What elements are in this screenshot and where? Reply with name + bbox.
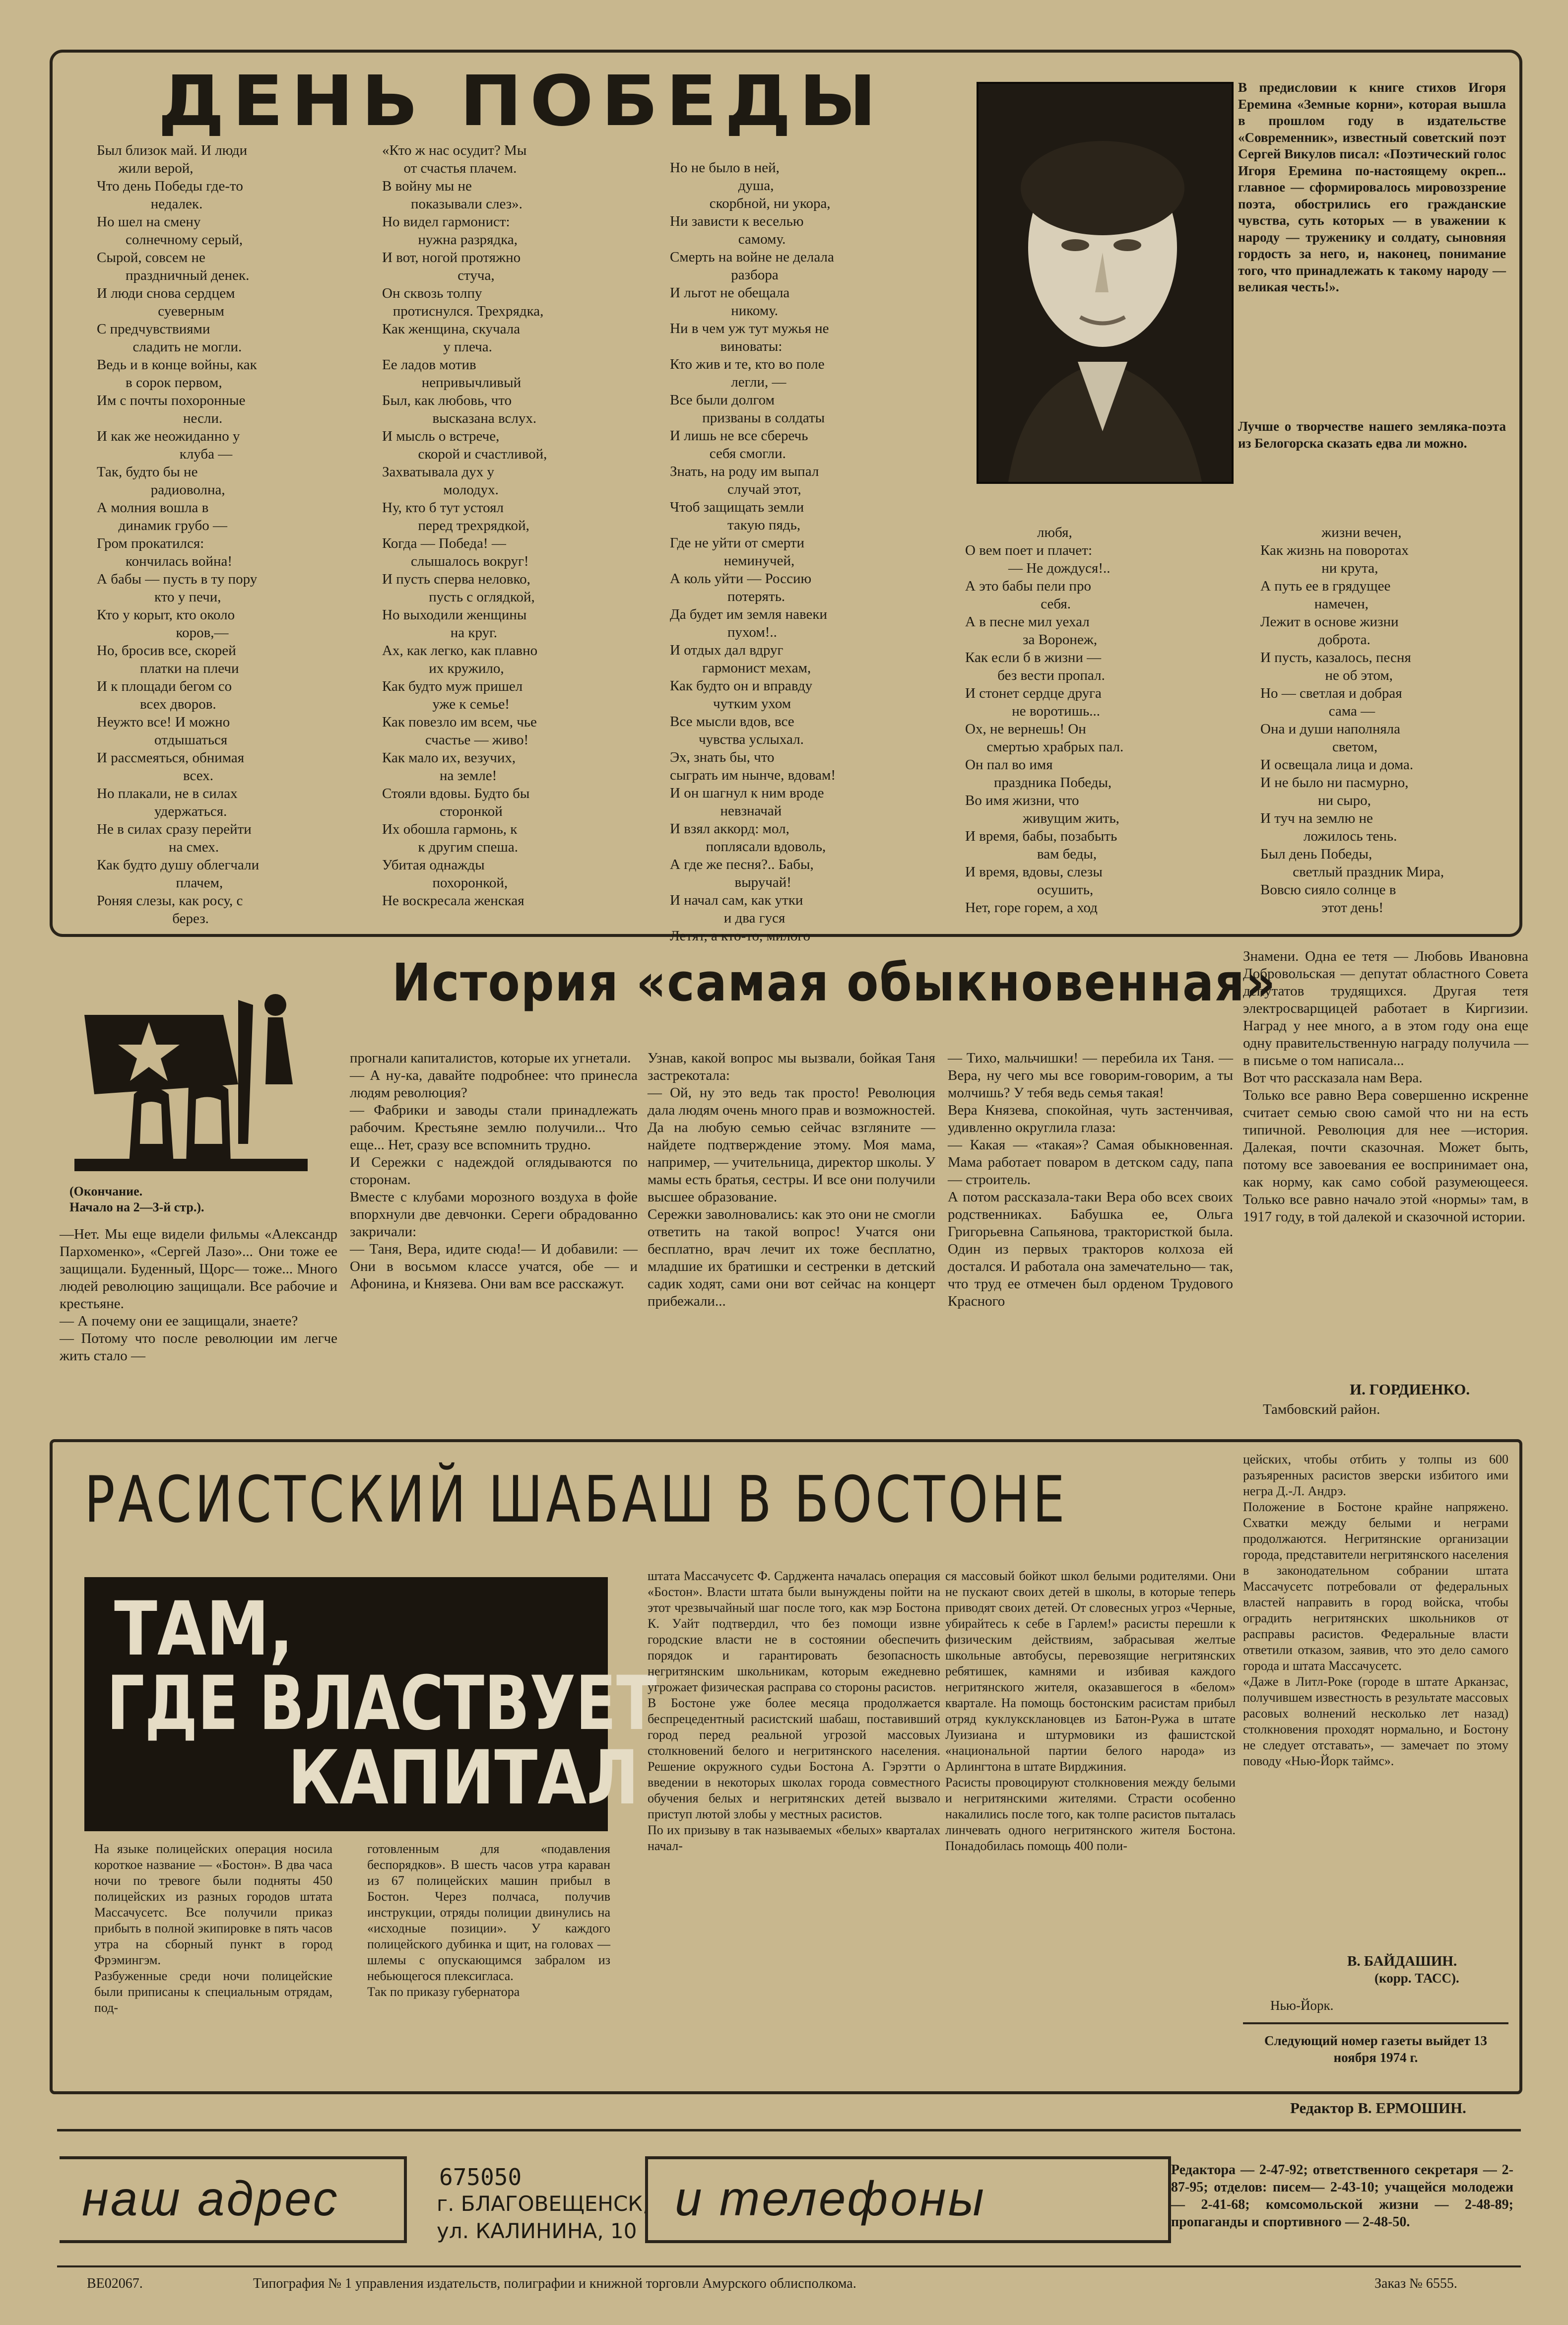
address-city: г. БЛАГОВЕЩЕНСК, (437, 2192, 650, 2216)
poem-title: ДЕНЬ ПОБЕДЫ (158, 61, 884, 142)
poem-intro: В предисловии к книге стихов Игоря Еремина «Земные корни», которая вышла в прошлом году в издательстве «Современник», известный советский поэт Сергей Викулов писал: «Поэтический голос Игоря Еремина по-настоящему окреп... главное — сформировалось мировоззрение поэта, обострились его гражданские чувства, суть которых — в уважении к народу — труженику и солдату, сыновняя гордость за него, и, наконец, понимание того, что принадлежать к такому народу — великая честь!». (1238, 80, 1506, 294)
story-continuation-note: (Окончание. Начало на 2—3-й стр.). (69, 1184, 204, 1214)
address-top-rule (57, 2129, 1521, 2131)
story-column-1: —Нет. Мы еще видели фильмы «Александр Пархоменко», «Сергей Лазо»... Они тоже ее защищали. Буденный, Щорс— тоже... Много людей революцию защищали. Все рабочие и крестьяне. — А почему они ее защищали, знаете? — Потому что после революции им легче жить стало — (60, 1226, 337, 1364)
footer-printer: Типография № 1 управления издательств, полиграфии и книжной торговли Амурского облисполкома. (253, 2276, 856, 2291)
story-title: История «самая обыкновенная» (392, 952, 1277, 1013)
story-column-4: — Тихо, мальчишки! — перебила их Таня. — Вера, ну чего мы все говорим-говорим, а ты молчишь? У тебя ведь семья такая! Вера Князева, спокойная, чуть застенчивая, удивленно округлила глаза: — Какая — «такая»? Самая обыкновенная. Мама работает поваром в детском саду, папа— строитель. А потом рассказала-таки Вера обо всех своих родственниках. Бабушка ее, Ольга Григорьевна Сапьянова, трактористкой была. Один из первых тракторов колхоза ей достался. И работала она замечательно— так, что труд ее отмечен был орденом Трудового Красного (948, 1050, 1233, 1309)
poet-portrait (977, 82, 1234, 484)
boston-column-5: цейских, чтобы отбить у толпы из 600 разъяренных расистов зверски избитого ими негра Д.-Л. Андрэ. Положение в Бостоне крайне напряжено. Схватки между белыми и неграми продолжаются. Негритянские организации города, представители негритянского населения в законодательном собрании штата Массачусетс потребовали от федеральных властей направить в город войска, чтобы оградить негритянских школьников от расправы расистов. Федеральные власти ответили отказом, заявив, что это дело самого города и штата Массачусетс. «Даже в Литл-Роке (городе в штате Арканзас, получившем известность в результате массовых расовых волнений несколько лет назад) столкновения проходят нормально, и Бостону не следует отставать», — замечает по этому поводу «Нью-Йорк таймс». (1243, 1452, 1508, 1768)
poem-column-3: Но не было в ней, душа, скорбной, ни укора, Ни зависти к веселью самому. Смерть на войне не делала разбора И льгот не обещала никому. Ни в чем уж тут мужья не виноваты: Кто жив и те, кто во поле легли, — Все были долгом призваны в солдаты И лишь не все сберечь себя смогли. Знать, на роду им выпал случай этот, Чтоб защищать земли такую пядь, Где не уйти от смерти неминучей, А коль уйти — Россию потерять. Да будет им земля навеки пухом!.. И отдых дал вдруг гармонист мехам, Как будто он и вправду чутким ухом Все мысли вдов, все чувства услыхал. Эх, знать бы, что сыграть им нынче, вдовам! И он шагнул к ним вроде невзначай И взял аккорд: мол, поплясали вдоволь, А где же песня?.. Бабы, выручай! И начал сам, как утки и два гуся Летят, а кто-то, милого (670, 160, 836, 944)
editor-credit: Редактор В. ЕРМОШИН. (1290, 2099, 1466, 2117)
boston-column-1: На языке полицейских операция носила короткое название — «Бостон». В два часа ночи по тревоге были подняты 450 полицейских из разных городов штата Массачусетс. Все получили приказ прибыть в полной экипировке в пять часов утра на сборный пункт в город Фрэмингэм. Разбуженные среди ночи полицейские были приписаны к специальным отрядам, под- (94, 1842, 332, 2015)
story-illustration (74, 985, 308, 1171)
boston-place: Нью-Йорк. (1270, 1998, 1334, 2013)
poem-column-1: Был близок май. И люди жили верой, Что день Победы где-то недалек. Но шел на смену солнечному серый, Сырой, совсем не праздничный денек. И люди снова сердцем суеверным С предчувствиями сладить не могли. Ведь и в конце войны, как в сорок первом, Им с почты похоронные несли. И как же неожиданно у клуба — Так, будто бы не радиоволна, А молния вошла в динамик грубо — Гром прокатился: кончилась война! А бабы — пусть в ту пору кто у печи, Кто у корыт, кто около коров,— Но, бросив все, скорей платки на плечи И к площади бегом со всех дворов. Неужто все! И можно отдышаться И рассмеяться, обнимая всех. Но плакали, не в силах удержаться. Не в силах сразу перейти на смех. Как будто душу облегчали плачем, Роняя слезы, как росу, с берез. (97, 142, 260, 927)
footer-order: Заказ № 6555. (1374, 2276, 1457, 2291)
boston-column-3: штата Массачусетс Ф. Сарджента началась операция «Бостон». Власти штата были вынуждены пойти на этот чрезвычайный шаг после того, как мэр Бостона К. Уайт подтвердил, что без помощи извне городские власти не в состоянии обеспечить порядок и гарантировать безопасность негритянским школьникам, которым ежедневно угрожает физическая расправа со стороны расистов. В Бостоне уже более месяца продолжается беспрецедентный расистский шабаш, поставивший город перед реальной угрозой массовых столкновений белого и негритянского населения. Решение окружного судьи Бостона А. Гэрэтти о введении в некоторых школах города совместного обучения белых и негритянских детей вызвало приступ лютой злобы у местных расистов. По их призыву в так называемых «белых» кварталах начал- (648, 1569, 940, 1853)
poem-column-5: жизни вечен, Как жизнь на поворотах ни крута, А путь ее в грядущее намечен, Лежит в основе жизни доброта. И пусть, казалось, песня не об этом, Но — светлая и добрая сама — Она и души наполняла светом, И освещала лица и дома. И не было ни пасмурно, ни сыро, И туч на землю не ложилось тень. Был день Победы, светлый праздник Мира, Вовсю сияло солнце в этот день! (1260, 525, 1444, 916)
story-column-5: Знамени. Одна ее тетя — Любовь Ивановна Добровольская — депутат областного Совета депутатов трудящихся. Другая тетя электросварщицей работает в Киргизии. Наград у нее много, а в этом году она еще одну правительственную награду получила — в письме о том написала... Вот что рассказала нам Вера. Только все равно Вера совершенно искренне считает семью свою самой что ни на есть типичной. Революция для нее —история. Далекая, почти сказочная. Может быть, потому все завоевания ее воспринимает она, как норму, как само собой разумеющееся. Только все равно начало этой «нормы» там, в 1917 году, в той далекой и сказочной истории. (1243, 948, 1528, 1225)
story-place: Тамбовский район. (1263, 1401, 1380, 1417)
boston-title: РАСИСТСКИЙ ШАБАШ В БОСТОНЕ (84, 1463, 1068, 1537)
portrait-photo (979, 84, 1232, 482)
poem-intro-closing: Лучше о творчестве нашего земляка-поэта из Белогорска сказать едва ли можно. (1238, 419, 1506, 451)
boston-author-affiliation: (корр. ТАСС). (1374, 1971, 1459, 1986)
boston-author: В. БАЙДАШИН. (1347, 1953, 1457, 1969)
footer-code: ВЕ02067. (87, 2276, 143, 2291)
phones-label: и телефоны (675, 2171, 986, 2226)
postal-code: 675050 (439, 2164, 522, 2191)
banner-line-3: КАПИТАЛ (288, 1735, 639, 1821)
next-issue-divider (1243, 2022, 1508, 2024)
boston-column-2: готовленным для «подавления беспорядков». В шесть часов утра караван из 67 полицейских машин прибыл в Бостон. Через полчаса, получив инструкции, отряды полиции двинулись на «исходные позиции». У каждого полицейского дубинка и щит, на головах — шлемы с опускающимся забралом из небьющегося плексигласа. Так по приказу губернатора (367, 1842, 610, 1999)
next-issue-notice: Следующий номер газеты выйдет 13 ноября 1974 г. (1264, 2033, 1487, 2065)
poem-column-2: «Кто ж нас осудит? Мы от счастья плачем. В войну мы не показывали слез». Но видел гармонист: нужна разрядка, И вот, ногой протяжно стуча, Он сквозь толпу протиснулся. Трехрядка, Как женщина, скучала у плеча. Ее ладов мотив непривычливый Был, как любовь, что высказана вслух. И мысль о встрече, скорой и счастливой, Захватывала дух у молодух. Ну, кто б тут устоял перед трехрядкой, Когда — Победа! — слышалось вокруг! И пусть сперва неловко, пусть с оглядкой, Но выходили женщины на круг. Ах, как легко, как плавно их кружило, Как будто муж пришел уже к семье! Как повезло им всем, чье счастье — живо! Как мало их, везучих, на земле! Стояли вдовы. Будто бы сторонкой Их обошла гармонь, к к другим спеша. Убитая однажды похоронкой, Не воскресала женская (382, 142, 547, 909)
boston-banner (84, 1577, 657, 1831)
address-label: наш адрес (82, 2171, 339, 2226)
address-bottom-rule (57, 2265, 1521, 2267)
banner-line-1: ТАМ, (114, 1586, 293, 1672)
banner-line-2: ГДЕ ВЛАСТВУЕТ (107, 1661, 657, 1747)
boston-column-4: ся массовый бойкот школ белыми родителями. Они не пускают своих детей в школы, в которые теперь приводят своих детей. От словесных угроз «Черные, убирайтесь к себе в Гарлем!» расисты перешли к физическим действиям, забрасывая желтые школьные автобусы, перевозящие негритянских ребятишек, камнями и избивая каждого негритянского жителя, оказавшегося в «белом» квартале. На помощь бостонским расистам прибыл отряд куклуксклановцев из Батон-Ружа в штате Луизиана и штурмовики из фашистской «национальной партии белого народа» из Арлингтона в штате Вирджиния. Расисты провоцируют столкновения между белыми и негритянскими жителями. Страсти особенно накалились после того, как толпе расистов пыталась линчевать одного негритянского жителя Бостона. Понадобилась помощь 400 поли- (945, 1569, 1236, 1853)
poem-column-4: любя, О вем поет и плачет: — Не дождуся!.. А это бабы пели про себя. А в песне мил уехал за Воронеж, Как если б в жизни — без вести пропал. И стонет сердце друга не воротишь... Ох, не вернешь! Он смертью храбрых пал. Он пал во имя праздника Победы, Во имя жизни, что живущим жить, И время, бабы, позабыть вам беды, И время, вдовы, слезы осушить, Нет, горе горем, а ход (965, 525, 1124, 916)
story-column-2: прогнали капиталистов, которые их угнетали. — А ну-ка, давайте подробнее: что принесла людям революция? — Фабрики и заводы стали принадлежать рабочим. Крестьяне землю получили... Что еще... Нет, сразу все вспомнить трудно. И Сережки с надеждой оглядываются по сторонам. Вместе с клубами морозного воздуха в фойе впорхнули две девчонки. Сереги обрадованно закричали: — Таня, Вера, идите сюда!— И добавили: — Они в восьмом классе учатся, обе — и Афонина, и Князева. Они вам все расскажут. (350, 1050, 638, 1292)
revolution-woodcut-icon (74, 985, 308, 1171)
address-street: ул. КАЛИНИНА, 10 (437, 2219, 637, 2243)
phones-list: Редактора — 2-47-92; ответственного секретаря — 2-87-95; отделов: писем— 2-43-10; учащейся молодежи — 2-41-68; комсомольской жизни — 2-48-89; пропаганды и спортивного — 2-48-50. (1171, 2162, 1513, 2230)
story-column-3: Узнав, какой вопрос мы вызвали, бойкая Таня застрекотала: — Ой, ну это ведь так просто! Революция дала людям очень много прав и возможностей. Да на любую семью сейчас взгляните — найдете подтверждение этому. Моя мама, например, — учительница, директор школы. У мамы есть братья, сестры. И все они получили высшее образование. Сережки заволновались: как это они не смогли ответить на такой вопрос! Учатся они бесплатно, врач лечит их тоже бесплатно, младшие их братишки и сестренки в детский садик ходят, сами они вот сейчас на концерт прибежали... (648, 1050, 936, 1309)
story-author: И. ГОРДИЕНКО. (1350, 1381, 1470, 1398)
